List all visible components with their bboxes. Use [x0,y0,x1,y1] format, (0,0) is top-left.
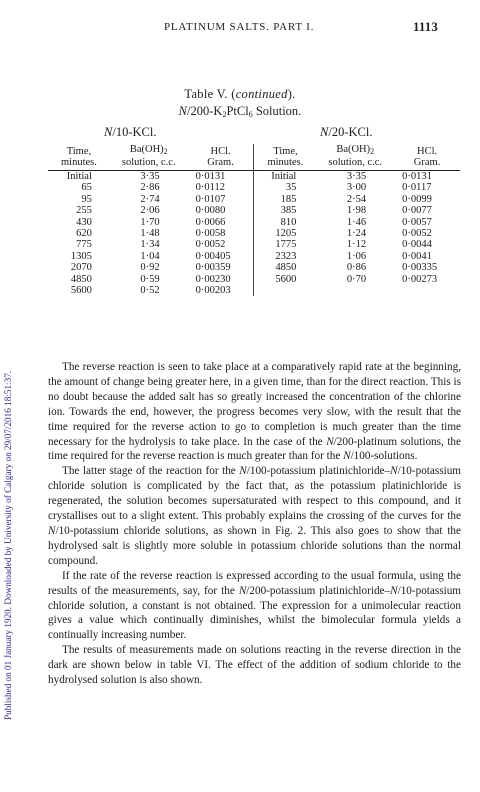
cell-time-2: 35 [254,182,316,193]
cell-hcl-1: 0·00359 [195,262,231,274]
col-header-hcl-2-line1: HCl. [416,146,438,157]
cell-hcl-1: 0·0058 [195,228,226,240]
cell-time-2: 2323 [254,251,316,262]
running-header [60,20,438,36]
cell-time-2: 185 [254,194,316,205]
cell-hcl-1: 0·0066 [195,216,226,228]
cell-time-2: 385 [254,205,316,216]
italic-symbol: N [390,584,398,597]
col-header-baoh-1-line1: Ba(OH) [129,144,164,155]
text-run: /200-platinum solutions, the time required for the reverse reaction is much greater than for the [48,435,461,463]
col-header-baoh-2-line2: solution, c.c. [328,157,383,168]
page-number: 1113 [413,20,438,34]
solution-title-sub1: 2 [222,110,227,119]
col-header-time-1-line1: Time, [66,146,92,157]
cell-hcl-1: 0·00203 [195,285,231,297]
paragraph [48,464,461,568]
text-run: /100-potassium platinichloride– [246,465,391,478]
cell-time-2: Initial [254,171,316,183]
col-header-baoh-2-line1: Ba(OH) [336,144,371,155]
cell-baoh-1: 0·59 [140,273,160,285]
table-row [48,251,460,262]
cell-hcl-2: 0·0057 [402,216,432,228]
cell-time-1: 65 [81,182,92,194]
cell-time-1: 620 [76,228,92,240]
download-watermark [2,40,16,720]
col-header-baoh-1 [110,144,188,171]
cell-baoh-1: 2·86 [140,182,160,194]
cell-time-1: 430 [76,216,92,228]
cell-baoh-2: 0·86 [346,262,367,274]
table-row [48,182,460,193]
table-caption-italic: continued [235,87,288,101]
cell-baoh-2: 1·46 [346,216,367,228]
cell-time-2 [254,285,316,296]
text-run: /10-potassium chloride solution is complicated by the fact that, as the potassium platinichloride is regenerated, the solution becomes supersaturated with respect to this compound, and it crystallises out to a slight extent. This probably explains the crossing of the curves for the [48,465,461,523]
paragraph [48,569,461,644]
cell-time-1: 255 [76,205,92,217]
table-row [48,262,460,273]
cell-hcl-1: 0·00230 [195,273,231,285]
col-header-hcl-2-line2: Gram. [413,157,441,168]
cell-baoh-1: 1·70 [140,216,160,228]
text-run: /100-solutions. [350,450,418,463]
italic-symbol: N [48,524,56,537]
col-header-time-1 [48,144,110,171]
col-header-hcl-2 [394,144,460,171]
cell-baoh-2: 1·06 [346,250,367,262]
cell-time-2: 5600 [254,274,316,285]
running-title: PLATINUM SALTS. PART I. [164,21,315,33]
solution-title-mid: PtCl [226,104,249,118]
cell-baoh-1: 0·52 [140,285,160,297]
cell-time-1: 1305 [70,250,92,262]
cell-baoh-1: 1·04 [140,250,160,262]
col-header-hcl-1-line1: HCl. [210,146,231,157]
cell-baoh-2 [316,285,394,296]
cell-hcl-2: 0·0052 [402,228,432,240]
group-title-n10-n: N [104,125,113,139]
cell-hcl-2: 0·0044 [402,239,432,251]
italic-symbol: N [326,435,334,448]
solution-title-pre: /200-K [187,104,223,118]
solution-title-n: N [178,104,188,118]
group-title-n10 [104,125,156,140]
cell-baoh-1: 3·35 [140,171,160,182]
text-run: /200-potassium platinichloride– [246,584,391,597]
cell-hcl-2: 0·0117 [402,182,432,194]
group-title-n10-label: /10-KCl. [112,125,157,139]
table-row [48,194,460,205]
group-title-n20-n: N [320,125,329,139]
cell-hcl-2 [394,285,460,296]
italic-symbol: N [238,584,247,597]
paragraph [48,643,461,688]
col-header-time-2-line2: minutes. [267,157,304,168]
table-row [48,285,460,296]
group-title-n20 [320,125,372,140]
col-header-hcl-1 [188,144,254,171]
cell-time-1: 4850 [70,273,92,285]
paragraph [48,360,461,464]
cell-baoh-2: 0·70 [346,273,367,285]
col-header-hcl-1-line2: Gram. [207,157,234,168]
table-row [48,171,460,183]
col-header-time-2-line1: Time, [273,146,298,157]
cell-hcl-1: 0·0112 [195,182,225,194]
cell-baoh-2: 3·00 [346,182,367,194]
cell-hcl-2: 0·0041 [402,250,432,262]
cell-hcl-1: 0·0107 [195,193,226,205]
table-row [48,239,460,250]
table-caption-prefix: Table V. ( [184,87,236,101]
text-run: The latter stage of the reaction for the [62,465,240,478]
col-header-baoh-2 [316,144,394,171]
cell-hcl-2: 0·00335 [402,262,438,274]
text-run: /10-potassium chloride solutions, as shown in Fig. 2. This also goes to show that the hydrolysed salt is slightly more soluble in potassium chloride solutions than the normal compound. [48,524,461,567]
table-caption [0,87,480,102]
group-title-n20-label: /20-KCl. [328,125,373,139]
cell-time-2: 1775 [254,239,316,250]
cell-baoh-2: 2·54 [346,193,367,205]
cell-baoh-1: 1·34 [140,239,160,251]
cell-baoh-1: 1·48 [140,228,160,240]
cell-hcl-2: 0·0131 [402,171,432,182]
italic-symbol: N [239,465,247,478]
table-caption-suffix: ). [287,87,296,101]
cell-time-2: 4850 [254,262,316,273]
table-row [48,274,460,285]
text-run: The reverse reaction is seen to take place at a comparatively rapid rate at the beginning, the amount of change being greater here, in a given time, than for the direct reaction. This is no doubt because the added salt has so greatly increased the concentration of the chlorine ion. Towards the end, however, the progress becomes very slow, with the result that the time required for the reverse action to go to completion is much greater than the time necessary for the hydrolysis to take place. In the case of the [48,361,461,448]
solution-title-post: Solution. [252,104,302,118]
cell-baoh-1: 0·92 [140,262,160,274]
italic-symbol: N [390,465,398,478]
cell-time-2: 810 [254,217,316,228]
body-text [48,360,461,688]
cell-time-1: 2070 [70,262,92,274]
cell-time-1: 5600 [70,285,92,297]
data-table [48,144,460,296]
cell-hcl-1: 0·0131 [195,171,226,182]
col-header-baoh-1-sub: 2 [163,147,168,156]
table-row [48,217,460,228]
cell-time-2: 1205 [254,228,316,239]
table-row [48,205,460,216]
cell-time-1: Initial [66,171,92,182]
cell-baoh-1: 2·06 [140,205,160,217]
cell-baoh-2: 1·12 [346,239,367,251]
cell-time-1: 775 [76,239,92,251]
text-run: If the rate of the reverse reaction is expressed according to the usual formula, using the results of the measurements, say, for the [48,569,461,597]
table-body [48,171,460,297]
cell-baoh-2: 3·35 [346,171,367,182]
download-watermark-text: Published on 01 January 1920. Downloaded by University of Calgary on 29/07/2016 18:51:37. [3,370,13,720]
cell-baoh-1: 2·74 [140,193,160,205]
cell-time-1: 95 [81,193,92,205]
italic-symbol: N [343,450,351,463]
col-header-baoh-2-sub: 2 [370,147,375,156]
solution-title [0,104,480,119]
cell-hcl-1: 0·0052 [195,239,226,251]
cell-baoh-2: 1·98 [346,205,367,217]
col-header-baoh-1-line2: solution, c.c. [121,157,176,168]
cell-hcl-1: 0·0080 [195,205,226,217]
table-row [48,228,460,239]
cell-hcl-2: 0·00273 [402,273,438,285]
text-run: /10-potassium chloride solution, a constant is not obtained. The expression for a unimolecular reaction gives a value which continually diminishes, whilst the bimolecular formula yields a continually increasing number. [48,584,461,642]
text-run: The results of measurements made on solutions reacting in the reverse direction in the dark are shown below in table VI. The effect of the addition of sodium chloride to the hydrolysed solution is also shown. [48,644,461,687]
cell-hcl-2: 0·0099 [402,193,432,205]
solution-title-sub2: 6 [248,110,253,119]
col-header-time-2 [254,144,316,171]
table-header-row [48,144,460,171]
cell-baoh-2: 1·24 [346,228,367,240]
cell-hcl-2: 0·0077 [402,205,432,217]
cell-hcl-1: 0·00405 [195,250,231,262]
col-header-time-1-line2: minutes. [60,157,97,168]
